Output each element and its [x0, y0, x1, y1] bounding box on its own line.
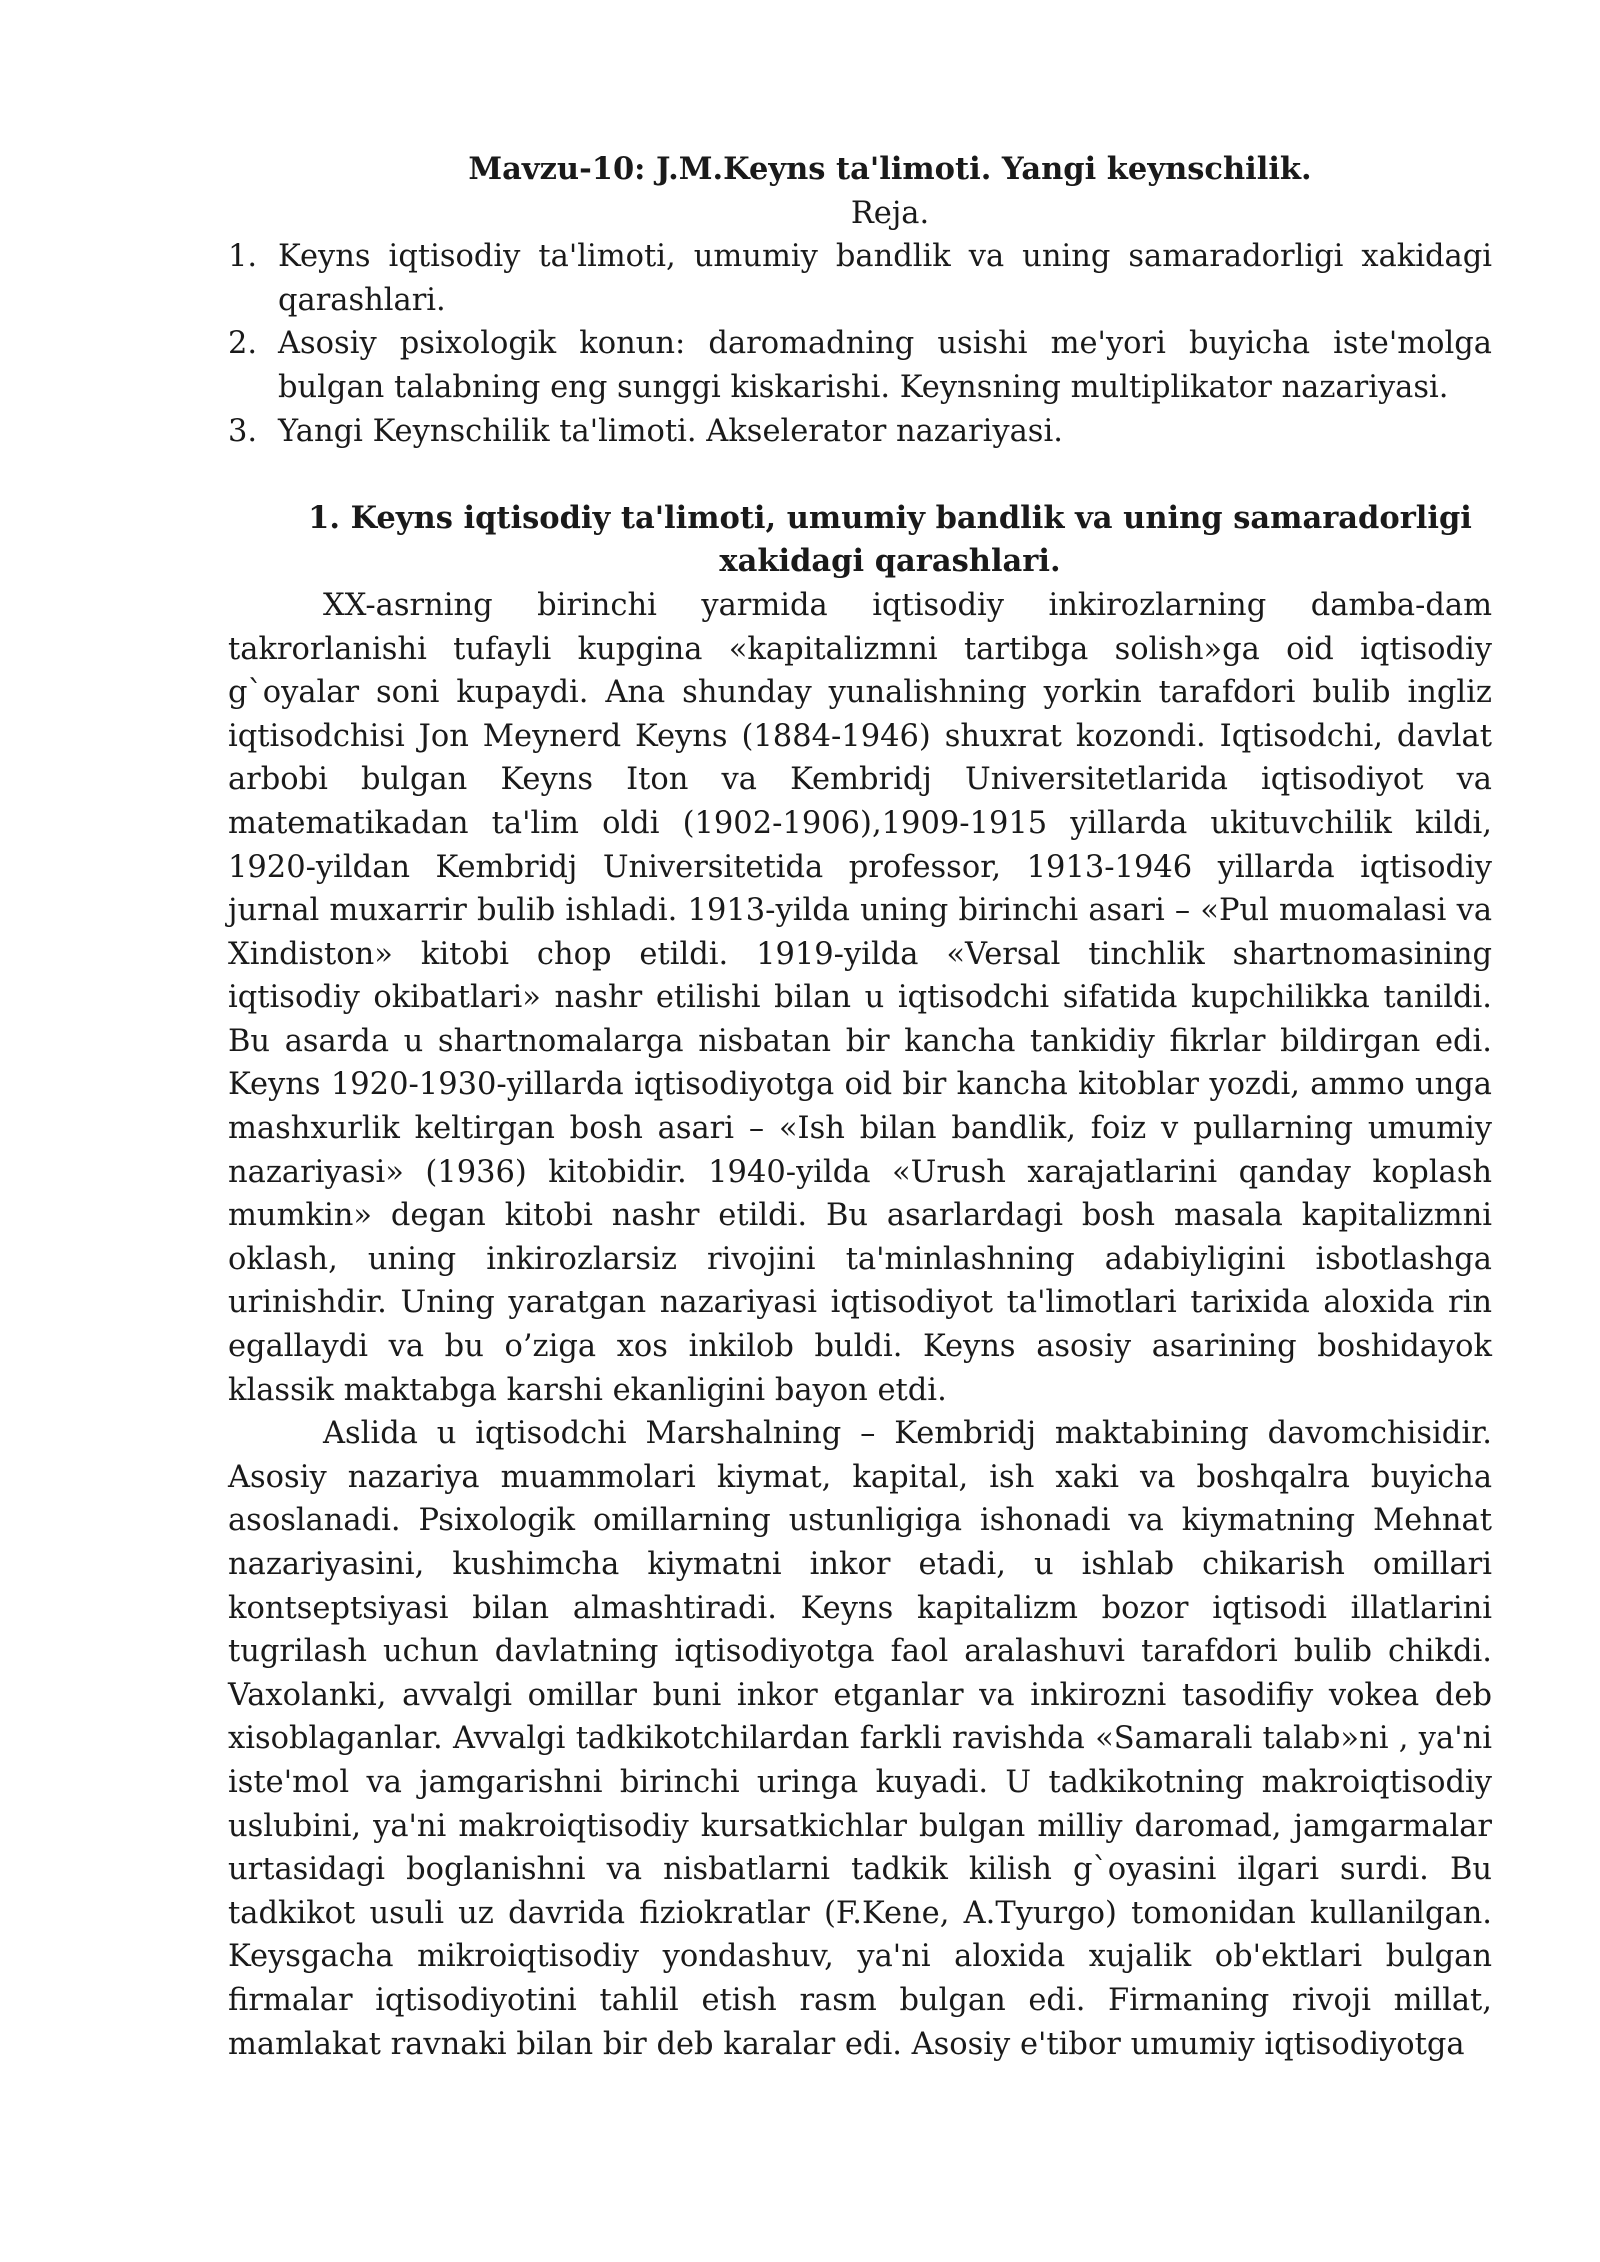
body-paragraph: Aslida u iqtisodchi Marshalning – Kembridj maktabining davomchisidir. Asosiy nazariya muammolari kiymat, kapital, ish xaki va boshqalra buyicha asoslanadi. Psixologik omillarning ustunligiga ishonadi va kiymatning Mehnat nazariyasini, kushimcha kiymatni inkor etadi, u ishlab chikarish omillari kontseptsiyasi bilan almashtiradi. Keyns kapitalizm bozor iqtisodi illatlarini tugrilash uchun davlatning iqtisodiyotga faol aralashuvi tarafdori bulib chikdi. Vaxolanki, avvalgi omillar buni inkor etganlar va inkirozni tasodifiy vokea deb xisoblaganlar. Avvalgi tadkikotchilardan farkli ravishda «Samarali talab»ni , ya'ni iste'mol va jamgarishni birinchi uringa kuyadi. U tadkikotning makroiqtisodiy uslubini, ya'ni makroiqtisodiy kursatkichlar bulgan milliy daromad, jamgarmalar urtasidagi boglanishni va nisbatlarni tadkik kilish g`oyasini ilgari surdi. Bu tadkikot usuli uz davrida fiziokratlar (F.Kene, A.Tyurgo) tomonidan kullanilgan. Keysgacha mikroiqtisodiy yondashuv, ya'ni aloxida xujalik ob'ektlari bulgan firmalar iqtisodiyotini tahlil etish rasm bulgan edi. Firmaning rivoji millat, mamlakat ravnaki bilan bir deb karalar edi. Asosiy e'tibor umumiy iqtisodiyotga	[228, 1416, 1492, 2062]
plan-item-text: Keyns iqtisodiy ta'limoti, umumiy bandlik va uning samaradorligi xakidagi qarashlari.	[278, 239, 1492, 318]
plan-item	[228, 322, 1492, 409]
plan-item-text: Yangi Keynschilik ta'limoti. Akselerator nazariyasi.	[278, 413, 1063, 449]
plan-item-number: 3.	[228, 413, 258, 449]
section-heading: 1. Keyns iqtisodiy ta'limoti, umumiy bandlik va uning samaradorligi xakidagi qarashlari.	[308, 499, 1472, 580]
body-paragraph: XX-asrning birinchi yarmida iqtisodiy inkirozlarning damba-dam takrorlanishi tufayli kupgina «kapitalizmni tartibga solish»ga oid iqtisodiy g`oyalar soni kupaydi. Ana shunday yunalishning yorkin tarafdori bulib ingliz iqtisodchisi Jon Meynerd Keyns (1884-1946) shuxrat kozondi. Iqtisodchi, davlat arbobi bulgan Keyns Iton va Kembridj Universitetlarida iqtisodiyot va matematikadan ta'lim oldi (1902-1906),1909-1915 yillarda ukituvchilik kildi, 1920-yildan Kembridj Universitetida professor, 1913-1946 yillarda iqtisodiy jurnal muxarrir bulib ishladi. 1913-yilda uning birinchi asari – «Pul muomalasi va Xindiston» kitobi chop etildi. 1919-yilda «Versal tinchlik shartnomasining iqtisodiy okibatlari» nashr etilishi bilan u iqtisodchi sifatida kupchilikka tanildi. Bu asarda u shartnomalarga nisbatan bir kancha tankidiy fikrlar bildirgan edi. Keyns 1920-1930-yillarda iqtisodiyotga oid bir kancha kitoblar yozdi, ammo unga mashxurlik keltirgan bosh asari – «Ish bilan bandlik, foiz v pullarning umumiy nazariyasi» (1936) kitobidir. 1940-yilda «Urush xarajatlarini qanday koplash mumkin» degan kitobi nashr etildi. Bu asarlardagi bosh masala kapitalizmni oklash, uning inkirozlarsiz rivojini ta'minlashning adabiyligini isbotlashga urinishdir. Uning yaratgan nazariyasi iqtisodiyot ta'limotlari tarixida aloxida rin egallaydi va bu o’ziga xos inkilob buldi. Keyns asosiy asarining boshidayok klassik maktabga karshi ekanligini bayon etdi.	[228, 587, 1492, 1408]
document-title: Mavzu-10: J.M.Keyns ta'limoti. Yangi keynschilik.	[468, 151, 1312, 187]
plan-item-number: 2.	[228, 326, 258, 362]
plan-item	[228, 410, 1492, 454]
spacer	[228, 453, 1492, 497]
plan-label: Reja.	[850, 195, 930, 231]
plan-item-text: Asosiy psixologik konun: daromadning usishi me'yori buyicha iste'molga bulgan talabning eng sunggi kiskarishi. Keynsning multiplikator nazariyasi.	[278, 326, 1492, 405]
plan-item-number: 1.	[228, 239, 258, 275]
document-page	[228, 148, 1492, 2066]
plan-item	[228, 235, 1492, 322]
plan-list	[228, 235, 1492, 453]
